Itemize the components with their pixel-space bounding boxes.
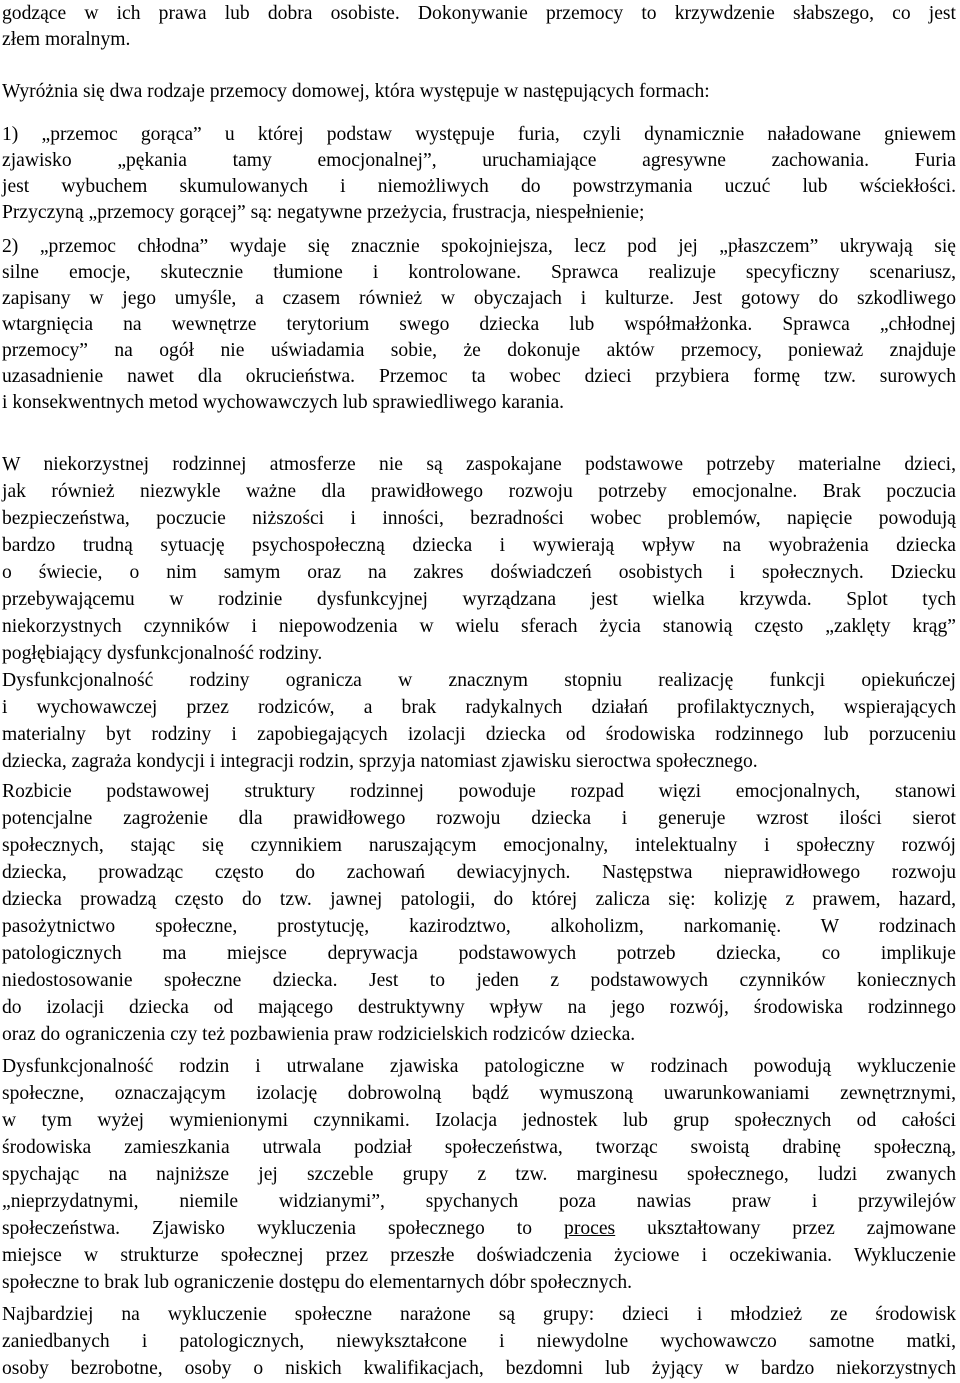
text-line: środowiska zamieszkania utrwala podział społeczeństwa, tworząc swoistą drabinę społeczną,: [2, 1137, 956, 1158]
text-line: i konsekwentnych metod wychowawczych lub sprawiedliwego karania.: [2, 392, 565, 413]
text-line: o świecie, o nim samym oraz na zakres doświadczeń osobistych i społecznych. Dziecku: [2, 562, 956, 583]
text-line: przemocy” na ogół nie uświadamia sobie, że dokonuje aktów przemocy, ponieważ znajduje: [2, 340, 956, 361]
text-line: społeczne to brak lub ograniczenie dostępu do elementarnych dóbr społecznych.: [2, 1272, 633, 1293]
text-line: Rozbicie podstawowej struktury rodzinnej powoduje rozpad więzi emocjonalnych, stanowi: [2, 781, 956, 802]
text-line: pogłębiający dysfunkcjonalność rodziny.: [2, 643, 323, 664]
text-line: Dysfunkcjonalność rodzin i utrwalane zjawiska patologiczne w rodzinach powodują wykluczenie: [2, 1056, 956, 1077]
text-line: Dysfunkcjonalność rodziny ogranicza w znacznym stopniu realizację funkcji opiekuńczej: [2, 670, 956, 691]
text-line: bardzo trudną sytuację psychospołeczną dziecka i wywierają wpływ na wyobrażenia dziecka: [2, 535, 956, 556]
text-line: uzasadnienie nawet dla okrucieństwa. Przemoc ta wobec dzieci przybiera formę tzw. surowych: [2, 366, 956, 387]
text-line: miejsce w strukturze społecznej przez przeszłe doświadczenia życiowe i oczekiwania. Wykluczenie: [2, 1245, 956, 1266]
text-line: jest wybuchem skumulowanych i niemożliwych do powstrzymania uczuć lub wściekłości.: [2, 176, 956, 197]
text-line: niedostosowanie społeczne dziecka. Jest to jeden z podstawowych czynników koniecznych: [2, 970, 956, 991]
text-line: społeczne, oznaczającym izolację dobrowolną bądź wymuszoną uwarunkowaniami zewnętrznymi,: [2, 1083, 956, 1104]
text-line: niekorzystnych czynników i niepowodzenia w wielu sferach życia stanowią często „zaklęty krąg”: [2, 616, 956, 637]
text-line: do izolacji dziecka od mającego destruktywny wpływ na jego rozwój, środowiska rodzinnego: [2, 997, 956, 1018]
text-line: złem moralnym.: [2, 29, 131, 50]
text-line: bezpieczeństwa, poczucie niższości i inności, bezradności wobec problemów, napięcie powodują: [2, 508, 956, 529]
text-line: pasożytnictwo społeczne, prostytucję, kazirodztwo, alkoholizm, narkomanię. W rodzinach: [2, 916, 956, 937]
text-line: w tym wyżej wymienionymi czynnikami. Izolacja jednostek lub grup społecznych od całości: [2, 1110, 956, 1131]
text-line: wtargnięcia na wewnętrze terytorium swego dziecka lub współmałżonka. Sprawca „chłodnej: [2, 314, 956, 335]
text-line: jak również niezwykle ważne dla prawidłowego rozwoju potrzeby emocjonalne. Brak poczucia: [2, 481, 956, 502]
text-line: 2) „przemoc chłodna” wydaje się znacznie spokojniejsza, lecz pod jej „płaszczem” ukrywają się: [2, 236, 956, 257]
text-line: dziecka prowadzą często do tzw. jawnej patologii, do której zalicza się: kolizję z prawem, hazard,: [2, 889, 956, 910]
text-line: W niekorzystnej rodzinnej atmosferze nie są zaspokajane podstawowe potrzeby materialne dzieci,: [2, 454, 956, 475]
text-segment: społeczeństwa. Zjawisko wykluczenia społecznego to: [2, 1218, 565, 1239]
text-line: silne emocje, skutecznie tłumione i kontrolowane. Sprawca realizuje specyficzny scenariusz,: [2, 262, 956, 283]
text-line-with-link: [2, 1216, 956, 1242]
text-line: oraz do ograniczenia czy też pozbawienia praw rodzicielskich rodziców dziecka.: [2, 1024, 636, 1045]
text-line: patologicznych ma miejsce deprywacja podstawowych potrzeb dziecka, co implikuje: [2, 943, 956, 964]
text-line: i wychowawczej przez rodziców, a brak radykalnych działań profilaktycznych, wspierających: [2, 697, 956, 718]
text-line: Najbardziej na wykluczenie społeczne narażone są grupy: dzieci i młodzież ze środowisk: [2, 1304, 956, 1325]
text-line: dziecka, zagraża kondycji i integracji rodzin, sprzyja natomiast zjawisku sieroctwa społecznego.: [2, 751, 758, 772]
text-line: zjawisko „pękania tamy emocjonalnej”, uruchamiające agresywne zachowania. Furia: [2, 150, 956, 171]
text-line: materialny byt rodziny i zapobiegających izolacji dziecka od środowiska rodzinnego lub porzuceniu: [2, 724, 956, 745]
text-line: Wyróżnia się dwa rodzaje przemocy domowej, która występuje w następujących formach:: [2, 81, 710, 102]
text-line: „nieprzydatnymi, niemile widzianymi”, spychanych poza nawias praw i przywilejów: [2, 1191, 956, 1212]
text-line: spychając na najniższe jej szczeble grupy z tzw. marginesu społecznego, ludzi zwanych: [2, 1164, 956, 1185]
text-line: 1) „przemoc gorąca” u której podstaw występuje furia, czyli dynamicznie naładowane gniewem: [2, 124, 956, 145]
text-line: osoby bezrobotne, osoby o niskich kwalifikacjach, bezdomni lub żyjący w bardzo niekorzystnych: [2, 1358, 956, 1379]
proces-link[interactable]: proces: [564, 1218, 616, 1239]
text-line: zaniedbanych i patologicznych, niewykształcone i niewydolne wychowawczo samotne matki,: [2, 1331, 956, 1352]
text-line: dziecka, prowadząc często do zachowań dewiacyjnych. Następstwa nieprawidłowego rozwoju: [2, 862, 956, 883]
text-line: społecznych, stając się czynnikiem naruszającym emocjonalny, intelektualny i społeczny rozwój: [2, 835, 956, 856]
text-line: potencjalne zagrożenie dla prawidłowego rozwoju dziecka i generuje wzrost ilości sierot: [2, 808, 956, 829]
text-line: przebywającemu w rodzinie dysfunkcyjnej wyrządzana jest wielka krzywda. Splot tych: [2, 589, 956, 610]
text-line: Przyczyną „przemocy gorącej” są: negatywne przeżycia, frustracja, niespełnienie;: [2, 202, 645, 223]
text-segment: ukształtowany przez zajmowane: [615, 1218, 956, 1239]
text-line: zapisany w jego umyśle, a czasem również w obyczajach i kulturze. Jest gotowy do szkodliwego: [2, 288, 956, 309]
text-line: godzące w ich prawa lub dobra osobiste. Dokonywanie przemocy to krzywdzenie słabszego, co jest: [2, 3, 956, 24]
